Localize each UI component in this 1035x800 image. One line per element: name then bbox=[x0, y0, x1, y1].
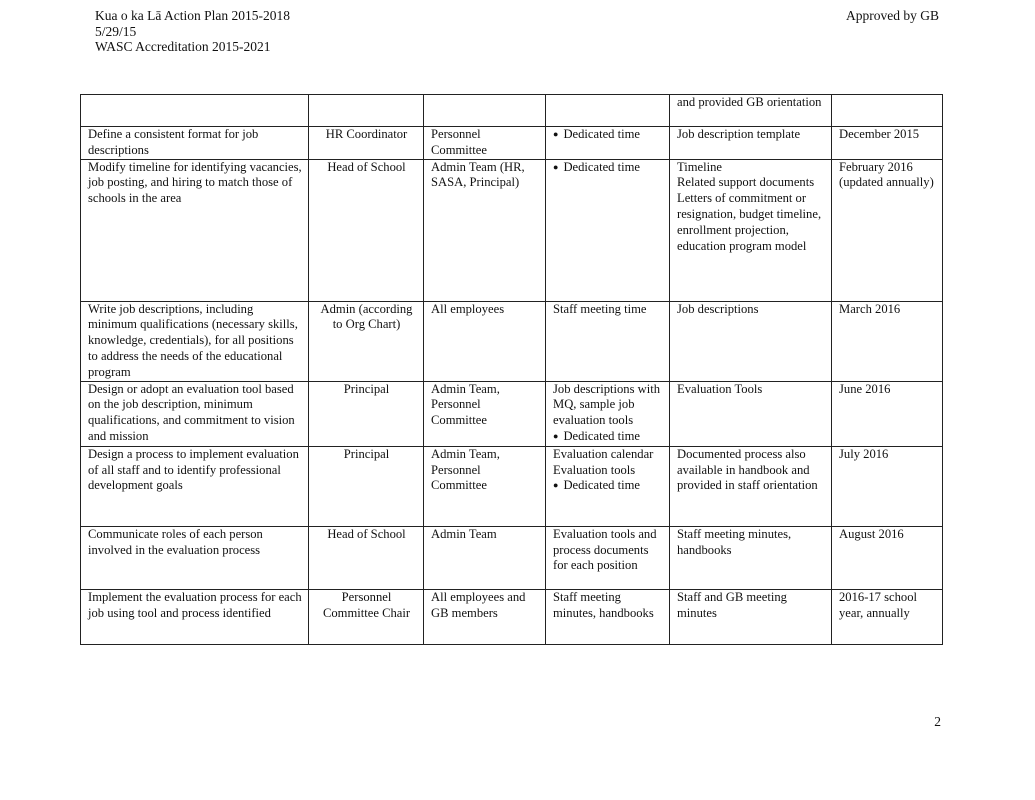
evidence-cell bbox=[670, 159, 832, 301]
evidence-cell bbox=[670, 526, 832, 589]
responsible-cell: Head of School bbox=[309, 526, 424, 589]
responsible-cell bbox=[309, 95, 424, 127]
involved-cell: All employees and GB members bbox=[424, 589, 546, 644]
responsible-cell: Principal bbox=[309, 381, 424, 446]
responsible-cell: Personnel Committee Chair bbox=[309, 589, 424, 644]
action-cell: Modify timeline for identifying vacancies, job posting, and hiring to match those of schools in the area bbox=[81, 159, 309, 301]
page-number: 2 bbox=[934, 714, 941, 729]
approval-note: Approved by GB bbox=[846, 8, 939, 23]
evidence-cell bbox=[670, 446, 832, 526]
involved-cell: All employees bbox=[424, 301, 546, 381]
action-cell: Write job descriptions, including minimum qualifications (necessary skills, knowledge, credentials), for all positions to address the needs of the educational program bbox=[81, 301, 309, 381]
resource-item: Staff meeting time bbox=[553, 301, 647, 316]
resource-item: Staff meeting minutes, handbooks bbox=[553, 589, 654, 620]
plan-title: Kua o ka Lā Action Plan 2015-2018 bbox=[95, 8, 290, 23]
bullet-item: ● Dedicated time bbox=[553, 429, 663, 446]
resources-cell bbox=[546, 127, 670, 160]
table-row bbox=[81, 301, 943, 381]
resources-cell bbox=[546, 159, 670, 301]
action-cell: Define a consistent format for job descriptions bbox=[81, 127, 309, 160]
table-row bbox=[81, 589, 943, 644]
evidence-cell bbox=[670, 301, 832, 381]
evidence-item: Related support documents bbox=[677, 175, 815, 190]
evidence-item: and provided GB orientation bbox=[677, 95, 822, 109]
timeline-cell bbox=[832, 95, 943, 127]
resources-cell bbox=[546, 301, 670, 381]
bullet-item: ● Dedicated time bbox=[553, 127, 663, 144]
bullet-item: ● Dedicated time bbox=[553, 160, 663, 177]
resources-cell bbox=[546, 526, 670, 589]
action-cell: Design or adopt an evaluation tool based on the job description, minimum qualifications, and commitment to vision and mission bbox=[81, 381, 309, 446]
resources-cell bbox=[546, 95, 670, 127]
resource-item: Job descriptions with MQ, sample job evaluation tools bbox=[553, 381, 661, 428]
evidence-cell bbox=[670, 95, 832, 127]
responsible-cell: HR Coordinator bbox=[309, 127, 424, 160]
plan-date: 5/29/15 bbox=[95, 23, 137, 39]
responsible-cell: Principal bbox=[309, 446, 424, 526]
responsible-cell: Head of School bbox=[309, 159, 424, 301]
table-row bbox=[81, 159, 943, 301]
resources-cell bbox=[546, 381, 670, 446]
resources-cell bbox=[546, 589, 670, 644]
evidence-item: Job descriptions bbox=[677, 301, 759, 316]
table-row bbox=[81, 381, 943, 446]
action-plan-body bbox=[81, 95, 943, 645]
document-header bbox=[95, 8, 290, 55]
involved-cell bbox=[424, 95, 546, 127]
evidence-cell bbox=[670, 381, 832, 446]
timeline-cell: August 2016 bbox=[832, 526, 943, 589]
accreditation-line: WASC Accreditation 2015-2021 bbox=[95, 39, 271, 54]
evidence-cell bbox=[670, 589, 832, 644]
timeline-cell: March 2016 bbox=[832, 301, 943, 381]
timeline-cell: February 2016 (updated annually) bbox=[832, 159, 943, 301]
timeline-cell: 2016-17 school year, annually bbox=[832, 589, 943, 644]
involved-cell: Admin Team (HR, SASA, Principal) bbox=[424, 159, 546, 301]
responsible-cell: Admin (according to Org Chart) bbox=[309, 301, 424, 381]
involved-cell: Admin Team, Personnel Committee bbox=[424, 446, 546, 526]
action-cell: Communicate roles of each person involved in the evaluation process bbox=[81, 526, 309, 589]
involved-cell: Admin Team bbox=[424, 526, 546, 589]
bullet-item: ● Dedicated time bbox=[553, 478, 663, 495]
resource-item: Evaluation tools and process documents for each position bbox=[553, 526, 657, 573]
action-cell: Design a process to implement evaluation of all staff and to identify professional development goals bbox=[81, 446, 309, 526]
evidence-item: Evaluation Tools bbox=[677, 381, 763, 396]
resources-cell bbox=[546, 446, 670, 526]
action-cell: Implement the evaluation process for each job using tool and process identified bbox=[81, 589, 309, 644]
action-cell bbox=[81, 95, 309, 127]
timeline-cell: July 2016 bbox=[832, 446, 943, 526]
evidence-item: Letters of commitment or resignation, budget timeline, enrollment projection, education program model bbox=[677, 191, 822, 253]
table-row bbox=[81, 446, 943, 526]
evidence-item: Staff and GB meeting minutes bbox=[677, 589, 787, 620]
timeline-cell: June 2016 bbox=[832, 381, 943, 446]
involved-cell: Personnel Committee bbox=[424, 127, 546, 160]
resource-item: Evaluation tools bbox=[553, 462, 636, 477]
evidence-cell bbox=[670, 127, 832, 160]
evidence-item: Timeline bbox=[677, 159, 723, 174]
resource-item: Evaluation calendar bbox=[553, 446, 654, 461]
action-plan-table bbox=[80, 94, 943, 645]
involved-cell: Admin Team, Personnel Committee bbox=[424, 381, 546, 446]
timeline-cell: December 2015 bbox=[832, 127, 943, 160]
table-row bbox=[81, 95, 943, 127]
evidence-item: Documented process also available in handbook and provided in staff orientation bbox=[677, 446, 818, 493]
evidence-item: Job description template bbox=[677, 127, 801, 141]
table-row bbox=[81, 526, 943, 589]
table-row bbox=[81, 127, 943, 160]
evidence-item: Staff meeting minutes, handbooks bbox=[677, 526, 792, 557]
